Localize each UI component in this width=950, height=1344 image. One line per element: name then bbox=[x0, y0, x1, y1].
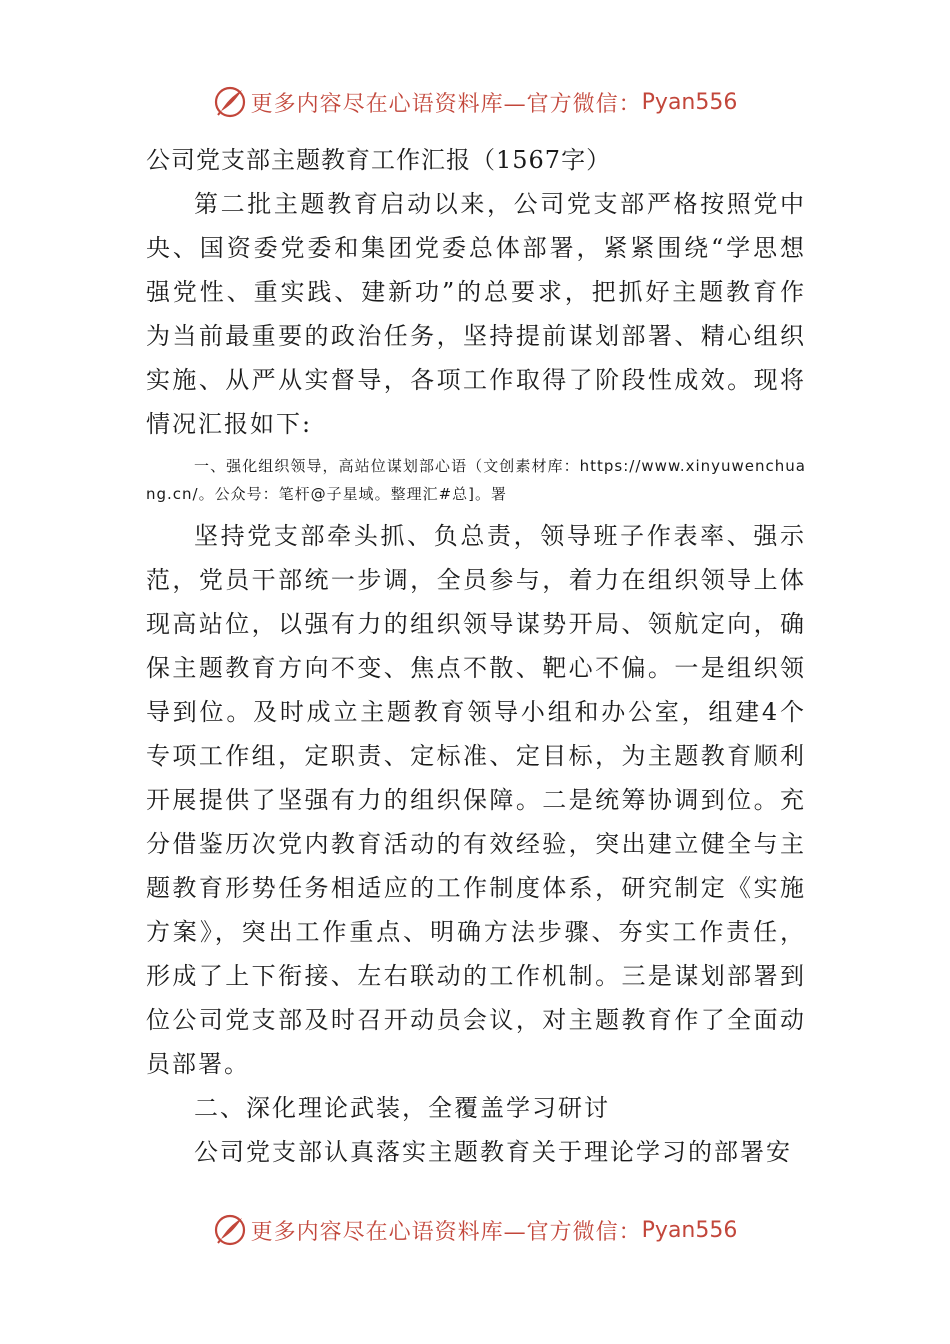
header-watermark-banner bbox=[0, 82, 950, 122]
document-body bbox=[146, 138, 806, 1174]
document-title: 公司党支部主题教育工作汇报（1567字） bbox=[146, 146, 612, 174]
paragraph-section-1: 坚持党支部牵头抓、负总责，领导班子作表率、强示范，党员干部统一步调，全员参与，着力在组织领导上体现高站位，以强有力的组织领导谋势开局、领航定向，确保主题教育方向不变、焦点不散、靶心不偏。一是组织领导到位。及时成立主题教育领导小组和办公室，组建4个专项工作组，定职责、定标准、定目标，为主题教育顺利开展提供了坚强有力的组织保障。二是统筹协调到位。充分借鉴历次党内教育活动的有效经验，突出建立健全与主题教育形势任务相适应的工作制度体系，研究制定《实施方案》，突出工作重点、明确方法步骤、夯实工作责任，形成了上下衔接、左右联动的工作机制。三是谋划部署到位公司党支部及时召开动员会议，对主题教育作了全面动员部署。 bbox=[146, 522, 806, 1078]
quill-logo-icon bbox=[213, 1213, 247, 1247]
banner-contact: Pyan556 bbox=[641, 89, 738, 115]
banner-contact: Pyan556 bbox=[641, 1217, 738, 1243]
quill-logo-icon bbox=[213, 85, 247, 119]
footer-watermark-banner bbox=[0, 1210, 950, 1250]
paragraph-intro: 第二批主题教育启动以来，公司党支部严格按照党中央、国资委党委和集团党委总体部署，紧紧围绕“学思想强党性、重实践、建新功”的总要求，把抓好主题教育作为当前最重要的政治任务，坚持提前谋划部署、精心组织实施、从严从实督导，各项工作取得了阶段性成效。现将情况汇报如下: bbox=[146, 190, 806, 438]
banner-text: 更多内容尽在心语资料库—官方微信： bbox=[250, 91, 642, 117]
section-heading-2: 二、深化理论武装，全覆盖学习研讨 bbox=[194, 1094, 610, 1122]
banner-text: 更多内容尽在心语资料库—官方微信： bbox=[250, 1219, 642, 1245]
section-heading-1: 一、强化组织领导，高站位谋划部心语（文创素材库：https://www.xinyuwenchuang.cn/。公众号：笔杆@子星域。整理汇#总]。署 bbox=[146, 457, 806, 503]
paragraph-section-2: 公司党支部认真落实主题教育关于理论学习的部署安 bbox=[194, 1138, 792, 1166]
